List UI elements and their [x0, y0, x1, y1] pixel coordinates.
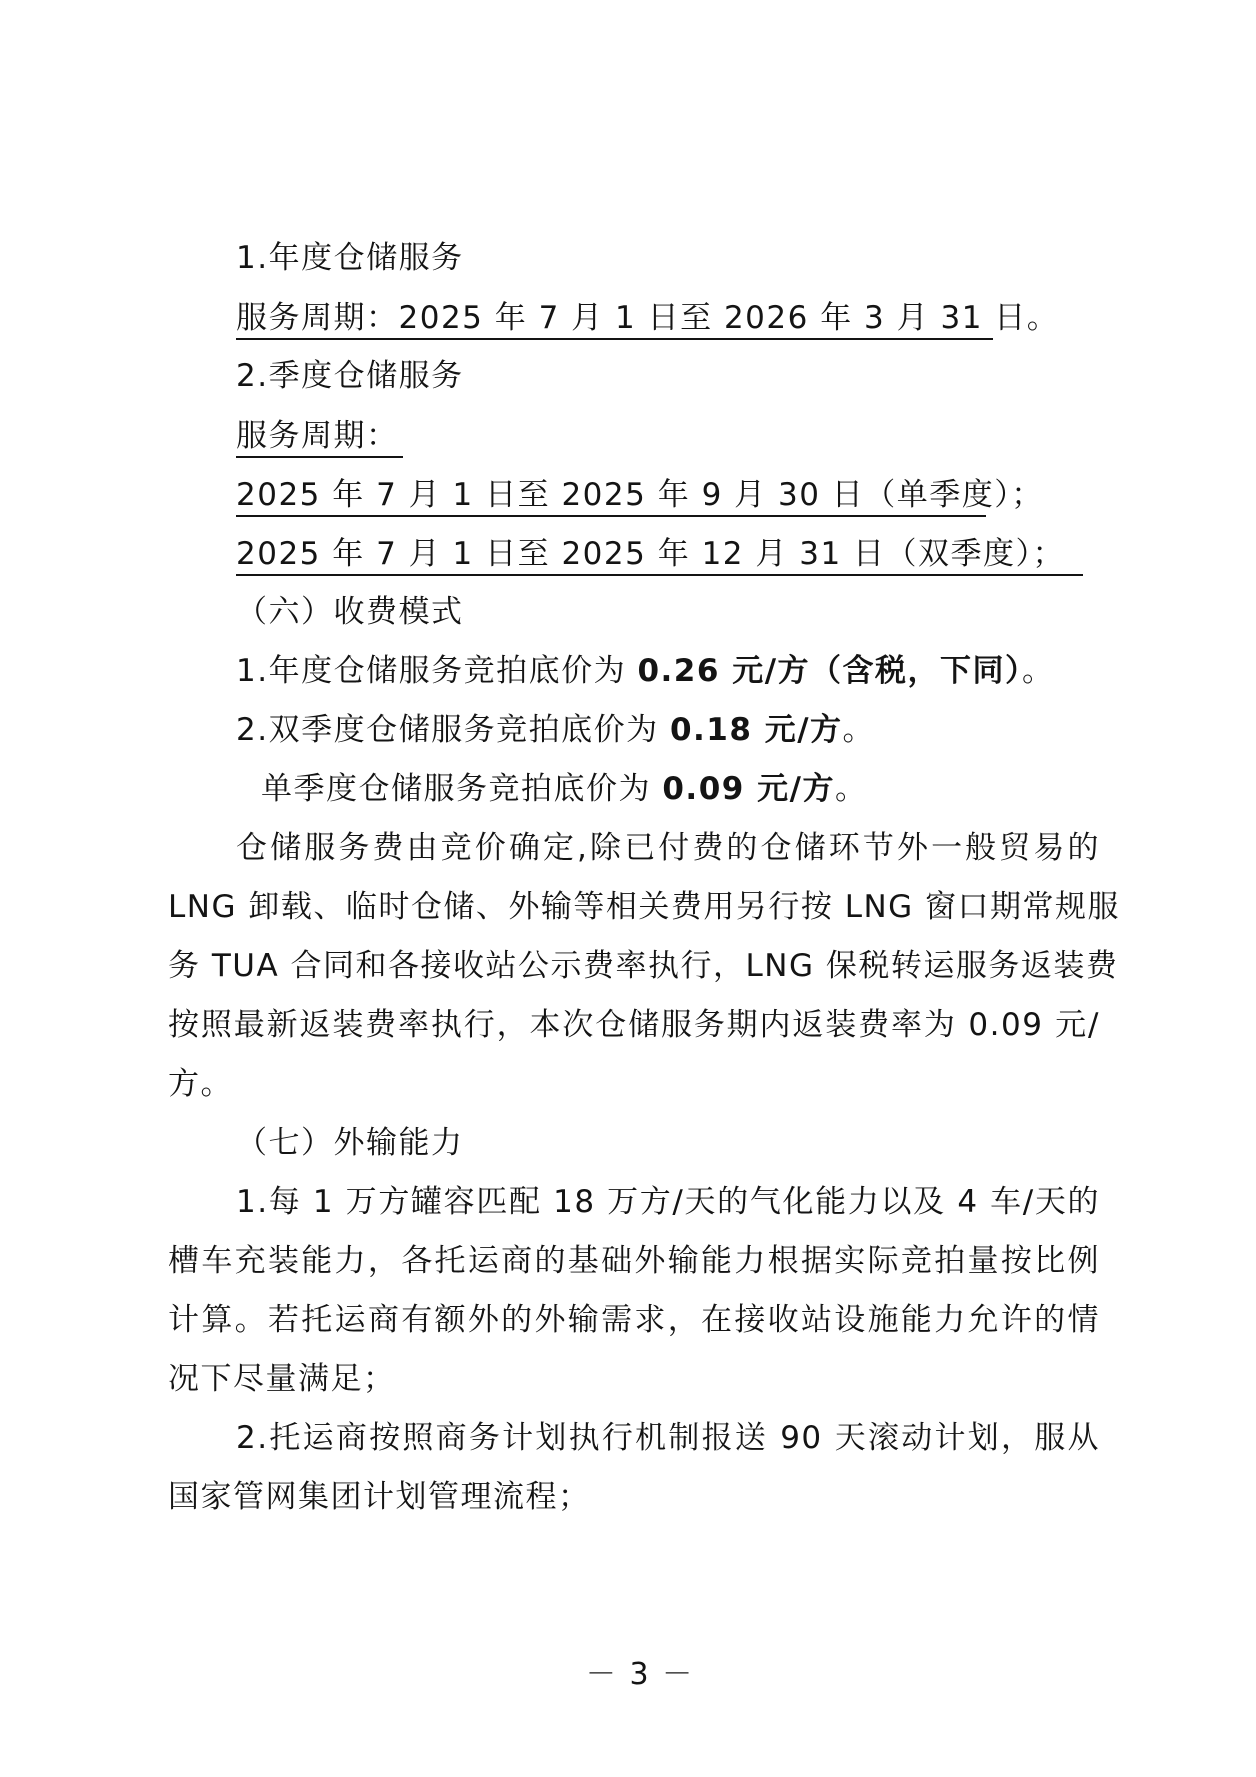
single-quarter-reserve-price-prefix: 单季度仓储服务竞拍底价为 — [261, 771, 663, 807]
quarterly-storage-title-text: 2.季度仓储服务 — [236, 358, 464, 394]
section-6-heading-text: （六）收费模式 — [236, 594, 464, 630]
annual-storage-title — [168, 229, 1100, 288]
single-quarter-reserve-price-suffix: 。 — [834, 771, 868, 807]
fee-paragraph-line: 方。 — [168, 1066, 233, 1102]
fee-paragraph-line: LNG 卸载、临时仓储、外输等相关费用另行按 LNG 窗口期常规服 — [168, 889, 1121, 925]
double-quarter-reserve-price — [168, 701, 1100, 760]
fee-paragraph-line: 仓储服务费由竞价确定,除已付费的仓储环节外一般贸易的 — [236, 830, 1100, 866]
annual-reserve-price-suffix: 。 — [1022, 653, 1055, 689]
double-quarter-reserve-price-suffix: 。 — [842, 712, 876, 748]
annual-reserve-price — [168, 642, 1100, 701]
capacity-item-2-line: 国家管网集团计划管理流程； — [168, 1479, 591, 1515]
quarterly-storage-title — [168, 347, 1100, 406]
double-quarter-period-text: 2025 年 7 月 1 日至 2025 年 12 月 31 日（双季度）； — [236, 534, 1083, 576]
annual-storage-period — [168, 288, 1100, 347]
fee-paragraph-line: 按照最新返装费率执行，本次仓储服务期内返装费率为 0.09 元/ — [168, 1007, 1100, 1043]
annual-reserve-price-prefix: 1.年度仓储服务竞拍底价为 — [236, 653, 638, 689]
quarterly-period-label — [168, 406, 1100, 465]
single-quarter-reserve-price-value: 0.09 元/方 — [662, 771, 835, 807]
double-quarter-reserve-price-value: 0.18 元/方 — [669, 712, 843, 748]
single-quarter-reserve-price — [168, 760, 1100, 819]
annual-reserve-price-value: 0.26 元/方（含税，下同） — [637, 653, 1023, 689]
section-7-heading — [168, 1114, 1100, 1173]
annual-storage-title-text: 1.年度仓储服务 — [236, 240, 464, 276]
annual-storage-period-text: 服务周期：2025 年 7 月 1 日至 2026 年 3 月 31 日。 — [236, 298, 993, 340]
single-quarter-period — [168, 465, 1100, 524]
capacity-item-1-line: 槽车充装能力，各托运商的基础外输能力根据实际竞拍量按比例 — [168, 1243, 1100, 1279]
section-7-heading-text: （七）外输能力 — [236, 1125, 464, 1161]
page-number: － 3 － — [585, 1657, 695, 1692]
capacity-item-1-line: 况下尽量满足； — [168, 1361, 396, 1397]
double-quarter-reserve-price-prefix: 2.双季度仓储服务竞拍底价为 — [236, 712, 670, 748]
capacity-item-1-line: 计算。若托运商有额外的外输需求，在接收站设施能力允许的情 — [168, 1302, 1100, 1338]
single-quarter-period-text: 2025 年 7 月 1 日至 2025 年 9 月 30 日（单季度）； — [236, 475, 986, 517]
capacity-item-1-line: 1.每 1 万方罐容匹配 18 万方/天的气化能力以及 4 车/天的 — [236, 1184, 1100, 1220]
section-6-heading — [168, 583, 1100, 642]
document-body — [168, 229, 1121, 1527]
fee-paragraph-line: 务 TUA 合同和各接收站公示费率执行，LNG 保税转运服务返装费 — [168, 948, 1119, 984]
double-quarter-period — [168, 524, 1100, 583]
capacity-item-2-line: 2.托运商按照商务计划执行机制报送 90 天滚动计划，服从 — [236, 1420, 1100, 1456]
quarterly-period-label-text: 服务周期： — [236, 416, 403, 458]
